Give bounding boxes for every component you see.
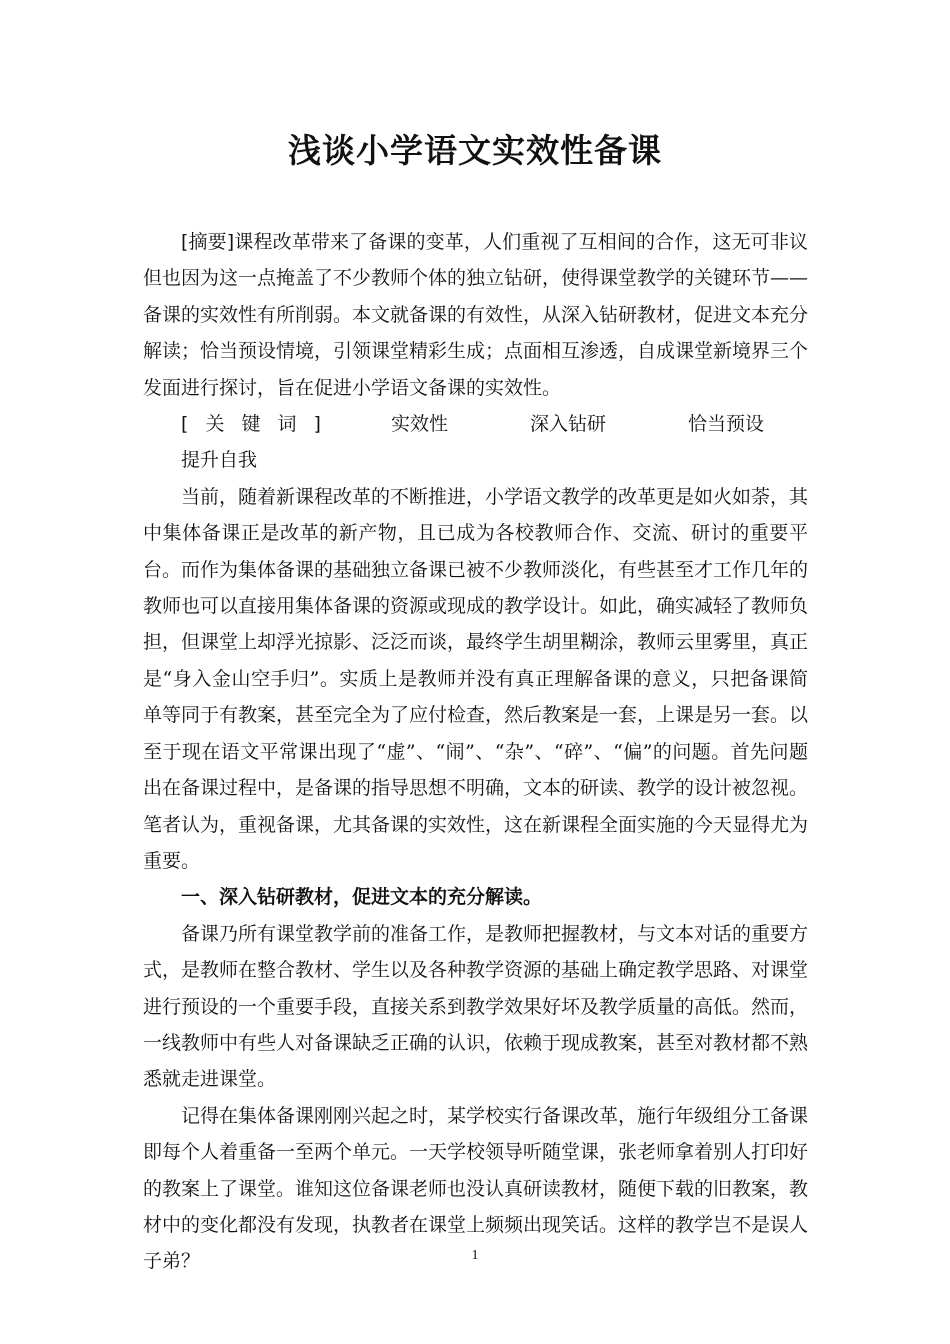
body-paragraph-2: 备课乃所有课堂教学前的准备工作，是教师把握教材，与文本对话的重要方式，是教师在整合教材、学生以及各种教学资源的基础上确定教学思路、对课堂进行预设的一个重要手段，直接关系到教学效果好坏及教学质量的高低。然而，一线教师中有些人对备课缺乏正确的认识，依赖于现成教案，甚至对教材都不熟悉就走进课堂。 (143, 922, 809, 1091)
keyword-item: 深入钻研 (529, 413, 606, 436)
document-body (143, 224, 808, 1280)
abstract-label: [摘要] (181, 231, 235, 253)
keywords-line (143, 406, 808, 479)
abstract-paragraph (143, 224, 808, 406)
section-heading-1: 一、深入钻研教材，促进文本的充分解读。 (181, 886, 543, 909)
abstract-text: 课程改革带来了备课的变革，人们重视了互相间的合作，这无可非议但也因为这一点掩盖了不少教师个体的独立钻研，使得课堂教学的关键环节——备课的实效性有所削弱。本文就备课的有效性，从深入钻研教材，促进文本充分解读；恰当预设情境，引领课堂精彩生成；点面相互渗透，自成课堂新境界三个发面进行探讨，旨在促进小学语文备课的实效性。 (143, 231, 809, 399)
keywords-label: [关键词] (181, 413, 321, 436)
page-number: 1 (471, 1248, 479, 1263)
document-title: 浅谈小学语文实效性备课 (288, 131, 662, 170)
keyword-item: 恰当预设 (687, 413, 764, 436)
body-paragraph-1: 当前，随着新课程改革的不断推进，小学语文教学的改革更是如火如荼，其中集体备课正是改革的新产物，且已成为各校教师合作、交流、研讨的重要平台。而作为集体备课的基础独立备课已被不少教师淡化，有些甚至才工作几年的教师也可以直接用集体备课的资源或现成的教学设计。如此，确实减轻了教师负担，但课堂上却浮光掠影、泛泛而谈，最终学生胡里糊涂，教师云里雾里，真正是“身入金山空手归”。实质上是教师并没有真正理解备课的意义，只把备课简单等同于有教案，甚至完全为了应付检查，然后教案是一套，上课是另一套。以至于现在语文平常课出现了“虚”、“闹”、“杂”、“碎”、“偏”的问题。首先问题出在备课过程中，是备课的指导思想不明确，文本的研读、教学的设计被忽视。笔者认为，重视备课，尤其备课的实效性，这在新课程全面实施的今天显得尤为重要。 (143, 485, 809, 872)
keyword-item: 提升自我 (181, 449, 258, 472)
keyword-item: 实效性 (390, 413, 448, 436)
body-paragraph-3: 记得在集体备课刚刚兴起之时，某学校实行备课改革，施行年级组分工备课即每个人着重备一至两个单元。一天学校领导听随堂课，张老师拿着别人打印好的教案上了课堂。谁知这位备课老师也没认真研读教材，随便下载的旧教案，教材中的变化都没有发现，执教者在课堂上频频出现笑话。这样的教学岂不是误人子弟？ (143, 1104, 809, 1273)
